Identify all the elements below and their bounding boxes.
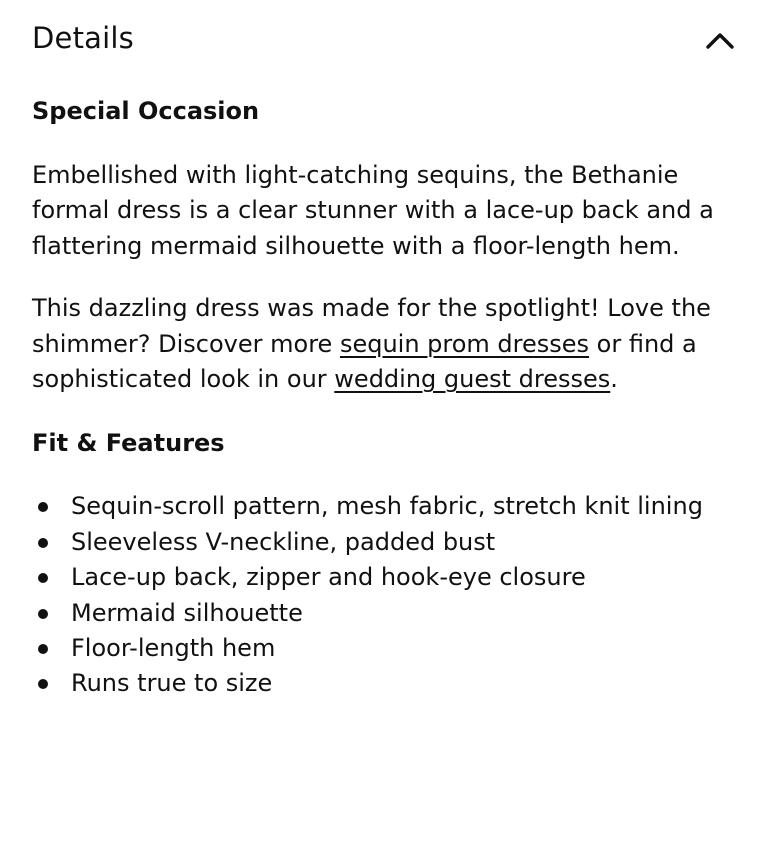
feature-item bbox=[32, 489, 736, 524]
special-occasion-heading: Special Occasion bbox=[32, 97, 260, 125]
bullet-icon bbox=[38, 538, 48, 548]
feature-item bbox=[32, 525, 736, 560]
bullet-icon bbox=[38, 679, 48, 689]
feature-item bbox=[32, 560, 736, 595]
feature-text: Floor-length hem bbox=[71, 634, 276, 663]
chevron-up-icon bbox=[705, 30, 735, 50]
features-list bbox=[32, 489, 736, 701]
promo-paragraph bbox=[32, 291, 736, 397]
bullet-icon bbox=[38, 573, 48, 583]
feature-text: Sleeveless V-neckline, padded bust bbox=[71, 527, 496, 556]
collapse-toggle-button[interactable] bbox=[702, 26, 738, 54]
details-accordion-header[interactable] bbox=[32, 0, 736, 80]
promo-end: . bbox=[610, 365, 618, 394]
feature-text: Mermaid silhouette bbox=[71, 598, 303, 627]
feature-text: Runs true to size bbox=[71, 669, 273, 698]
feature-text: Lace-up back, zipper and hook-eye closure bbox=[71, 563, 586, 592]
feature-text: Sequin-scroll pattern, mesh fabric, stretch knit lining bbox=[71, 492, 703, 521]
feature-item bbox=[32, 631, 736, 666]
fit-features-heading: Fit & Features bbox=[32, 429, 225, 458]
feature-item bbox=[32, 666, 736, 701]
promo-mid: or find a sophisticated look in our bbox=[32, 329, 697, 394]
bullet-icon bbox=[38, 609, 48, 619]
wedding-guest-dresses-link[interactable]: wedding guest dresses bbox=[334, 365, 611, 394]
details-title: Details bbox=[32, 21, 134, 55]
sequin-prom-dresses-link[interactable]: sequin prom dresses bbox=[339, 329, 590, 358]
promo-intro: This dazzling dress was made for the spotlight! Love the shimmer? Discover more bbox=[32, 294, 711, 358]
bullet-icon bbox=[38, 644, 48, 654]
feature-item bbox=[32, 596, 736, 631]
bullet-icon bbox=[38, 502, 48, 512]
product-description: Embellished with light-catching sequins, the Bethanie formal dress is a clear stunner with a lace-up back and a flattering mermaid silhouette with a floor-length hem. bbox=[32, 161, 714, 260]
